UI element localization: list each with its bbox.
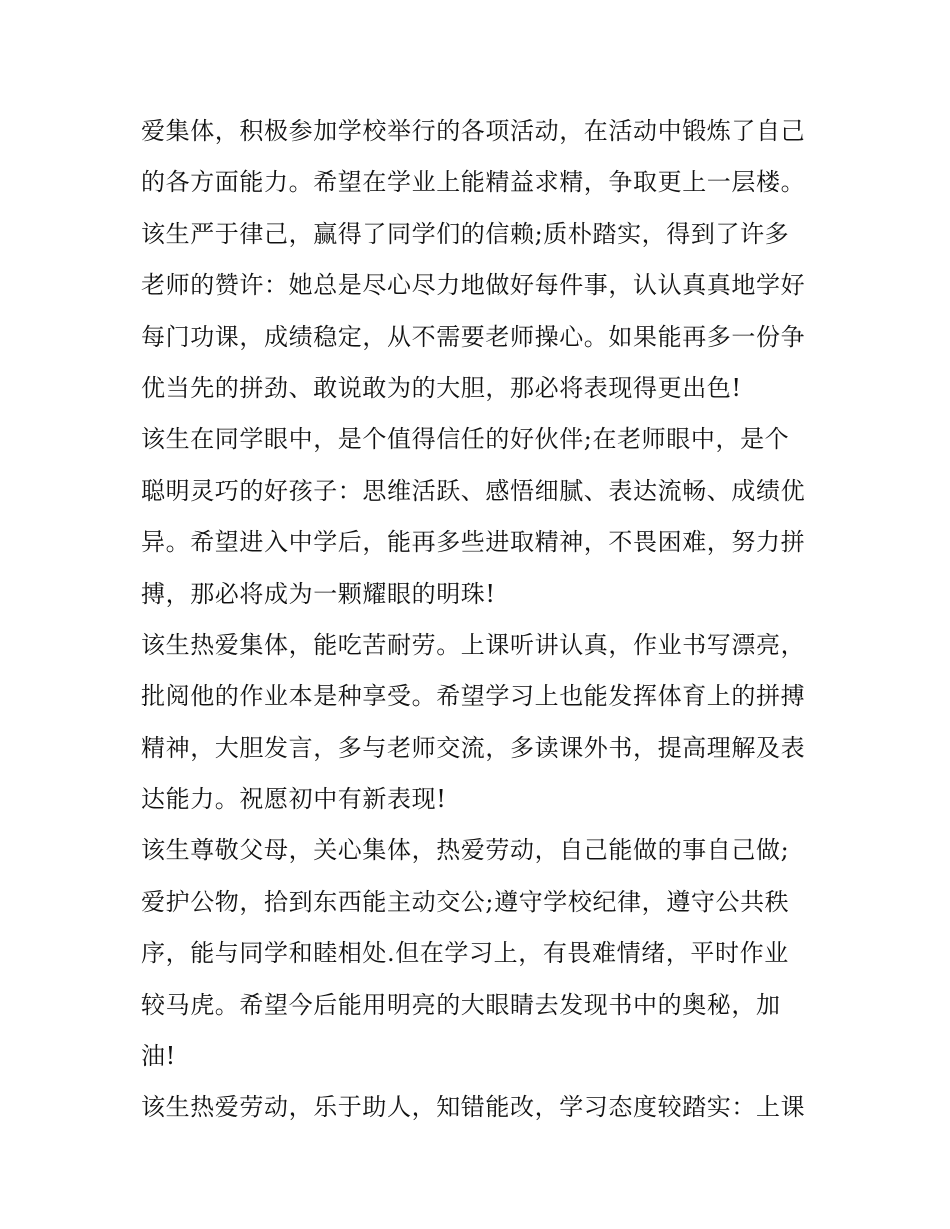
- text-line: 爱集体，积极参加学校举行的各项活动，在活动中锻炼了自己: [141, 117, 806, 145]
- text-line: 的各方面能力。希望在学业上能精益求精，争取更上一层楼。: [141, 168, 806, 197]
- document-body: [141, 106, 821, 1134]
- text-line: 该生热爱集体，能吃苦耐劳。上课听讲认真，作业书写漂亮，: [141, 630, 806, 659]
- text-line: 达能力。祝愿初中有新表现!: [141, 785, 447, 814]
- text-line: 该生在同学眼中，是个值得信任的好伙伴;在老师眼中，是个: [141, 425, 790, 454]
- text-line: 序，能与同学和睦相处.但在学习上，有畏难情绪，平时作业: [141, 939, 789, 968]
- text-line: 每门功课，成绩稳定，从不需要老师操心。如果能再多一份争: [141, 322, 806, 351]
- text-line: 爱护公物，拾到东西能主动交公;遵守学校纪律，遵守公共秩: [141, 887, 790, 916]
- text-line: 老师的赞许：她总是尽心尽力地做好每件事，认认真真地学好: [141, 271, 806, 300]
- text-line: 搏，那必将成为一颗耀眼的明珠!: [141, 579, 496, 608]
- text-line: 油!: [141, 1042, 176, 1071]
- text-line: 精神，大胆发言，多与老师交流，多读课外书，提高理解及表: [141, 733, 806, 762]
- text-line: 异。希望进入中学后，能再多些进取精神，不畏困难，努力拼: [141, 528, 806, 557]
- text-line: 该生严于律己，赢得了同学们的信赖;质朴踏实，得到了许多: [141, 219, 790, 248]
- text-line: 优当先的拼劲、敢说敢为的大胆，那必将表现得更出色!: [141, 373, 742, 402]
- text-line: 该生热爱劳动，乐于助人，知错能改，学习态度较踏实：上课: [141, 1093, 806, 1122]
- text-line: 批阅他的作业本是种享受。希望学习上也能发挥体育上的拼搏: [141, 682, 806, 711]
- text-line: 该生尊敬父母，关心集体，热爱劳动，自己能做的事自己做;: [141, 836, 790, 865]
- text-line: 较马虎。希望今后能用明亮的大眼睛去发现书中的奥秘，加: [141, 990, 781, 1019]
- text-line: 聪明灵巧的好孩子：思维活跃、感悟细腻、表达流畅、成绩优: [141, 476, 806, 505]
